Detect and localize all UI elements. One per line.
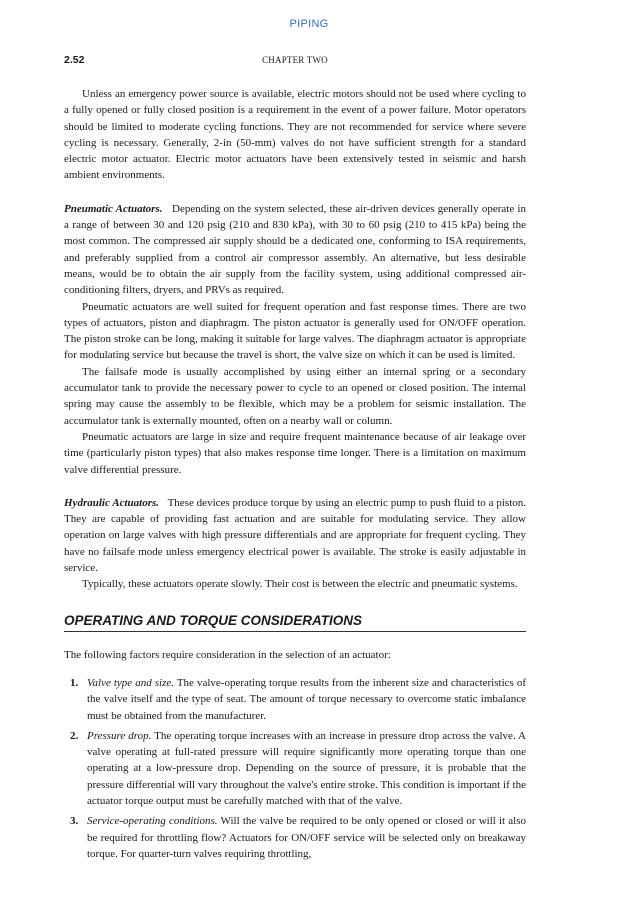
hydraulic-runin-heading: Hydraulic Actuators. (64, 496, 160, 509)
pneumatic-paragraph-3: The failsafe mode is usually accomplished by using either an internal spring or a secondary accumulator tank to provide the necessary power to cycle to an opened or closed position. The internal spring may cause the assembly to be flexible, which may be a problem for seismic installation. The accumulator tank is externally mounted, often on a nearby wall or column. (64, 365, 526, 427)
list-item (64, 728, 526, 809)
list-item-text: Will the valve be required to be only opened or closed or will it also be required for throttling flow? Actuators for ON/OFF service will be selected only on breakaway torque. For quarter-turn valves requiring throttling, (87, 815, 526, 860)
list-item-term: Service-operating conditions. (87, 815, 218, 828)
electric-motor-paragraph: Unless an emergency power source is available, electric motors should not be used where cycling to a fully opened or fully closed position is a requirement in the event of a power failure. Motor operators should be limited to moderate cycling functions. They are not recommended for service where severe cycling is necessary. Generally, 2-in (50-mm) valves do not have sufficient strength for a standard electric motor actuator. Electric motor actuators have been extensively tested in seismic and harsh ambient environments. (64, 88, 526, 182)
list-item (64, 675, 526, 724)
list-item-text: The operating torque increases with an increase in pressure drop across the valve. A valve operating at full-rated pressure will require significantly more operating torque than one operating at a low-pressure drop. Depending on the source of pressure, it is probable that the pressure differential will vary throughout the valve's entire stroke. This condition is important if the actuator torque output must be carefully matched with that of the valve. (87, 729, 526, 807)
list-item-number: 3. (70, 815, 79, 828)
list-item-number: 1. (70, 676, 79, 689)
running-head: PIPING (289, 18, 329, 30)
pneumatic-runin-heading: Pneumatic Actuators. (64, 202, 163, 215)
page-number: 2.52 (64, 54, 85, 66)
list-item (64, 813, 526, 862)
chapter-title: CHAPTER TWO (262, 55, 328, 65)
page-header (64, 54, 526, 68)
pneumatic-paragraph-4: Pneumatic actuators are large in size and require frequent maintenance because of air leakage over time (particularly piston types) that also makes response time longer. There is a limitation on maximum valve differential pressure. (64, 430, 526, 476)
pneumatic-paragraph-1-text: Depending on the system selected, these air-driven devices generally operate in a range of between 30 and 120 psig (210 and 830 kPa), with 30 to 60 psig (210 to 415 kPa) being the most common. The compressed air supply should be a dedicated one, conforming to ISA requirements, and preferably supplied from a control air compressor assembly. An alternative, but less desirable means, would be to obtain the air supply from the facility system, using additional compressed air-conditioning filters, dryers, and PRVs as required. (64, 202, 526, 297)
hydraulic-paragraph-1 (64, 495, 526, 576)
pneumatic-paragraph-2: Pneumatic actuators are well suited for frequent operation and fast response times. There are two types of actuators, piston and diaphragm. The piston actuator is generally used for ON/OFF operation. The piston stroke can be long, making it suitable for large valves. The diaphragm actuator is appropriate for modulating service but because the travel is short, the valve size on which it can be used is limited. (64, 300, 526, 362)
list-item-term: Pressure drop. (87, 729, 152, 742)
section-heading: OPERATING AND TORQUE CONSIDERATIONS (64, 613, 526, 632)
hydraulic-paragraph-1-text: These devices produce torque by using an electric pump to push fluid to a piston. They are capable of providing fast actuation and are suitable for modulating service. They allow operation on large valves with high pressure differentials and are appropriate for frequent cycling. They have no failsafe mode unless emergency electrical power is available. The stroke is easily adjustable in service. (64, 496, 527, 575)
list-item-term: Valve type and size. (87, 676, 174, 689)
hydraulic-paragraph-2: Typically, these actuators operate slowly. Their cost is between the electric and pneumatic systems. (82, 578, 518, 591)
pneumatic-paragraph-1 (64, 201, 526, 299)
spacer (64, 184, 526, 201)
page-body (64, 86, 526, 866)
list-item-number: 2. (70, 729, 79, 742)
list-item-text: The valve-operating torque results from the inherent size and characteristics of the valve itself and the type of seat. The amount of torque necessary to overcome static imbalance must be obtained from the manufacturer. (87, 676, 526, 722)
factor-list (64, 675, 526, 862)
spacer (64, 478, 526, 495)
section-intro: The following factors require consideration in the selection of an actuator: (64, 648, 391, 661)
